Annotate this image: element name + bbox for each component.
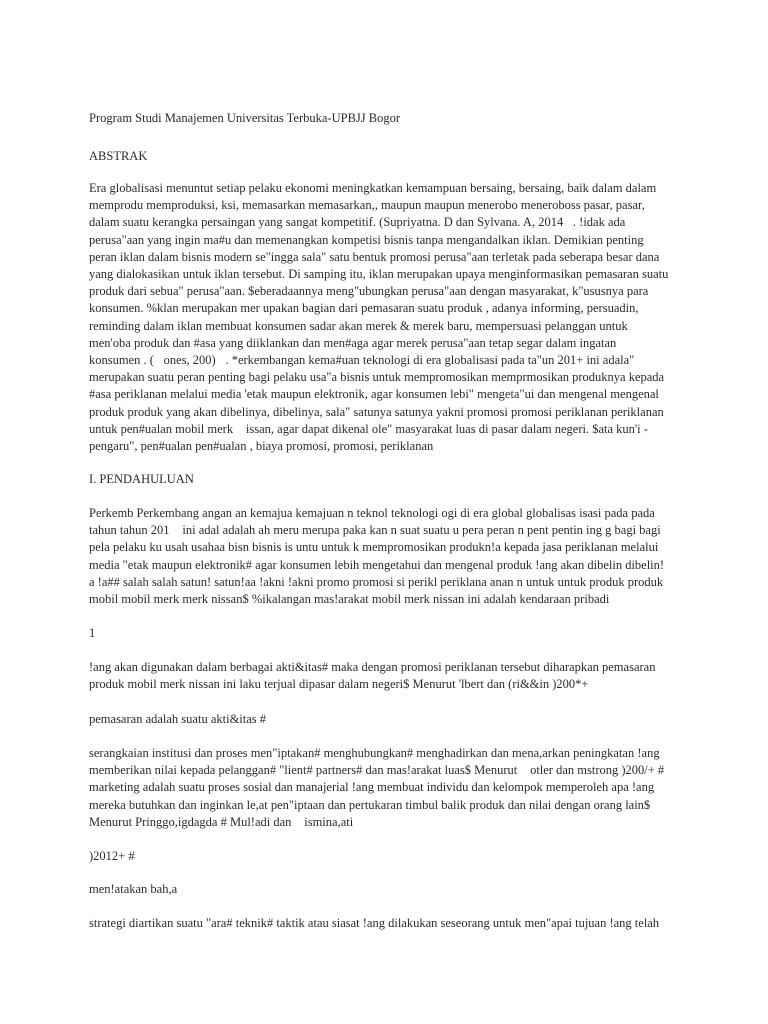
abstract-line: perusa"aan yang ingin ma#u dan memenangkan kompetisi bisnis tanpa mengandalkan iklan. Demikian penting [89, 232, 644, 247]
paragraph-6: men!atakan bah,a [89, 882, 178, 896]
paragraph-line: Menurut Pringgo,igdagda # Mul!adi dan  ismina,ati [89, 814, 354, 829]
abstract-line: pengaru", pen#ualan pen#ualan , biaya promosi, promosi, periklanan [89, 439, 434, 454]
document-header: Program Studi Manajemen Universitas Terbuka-UPBJJ Bogor [89, 111, 401, 125]
abstract-line: merupakan suatu peran penting bagi pelaku usa"a bisnis untuk mempromosikan memprmosikan produknya kepada [89, 370, 665, 385]
abstract-paragraph [89, 180, 679, 455]
intro-line: tahun tahun 201  ini adal adalah ah meru merupa paka kan n suat suatu u pera peran n pent pentin ing g bagi bagi [89, 523, 661, 538]
abstract-line: produk dari sebua" perusa"aan. $eberadaannya meng"ubungkan perusa"aan dengan masyarakat, k"ususnya para [89, 284, 649, 299]
paragraph-2 [89, 659, 679, 693]
paragraph-line: serangkaian institusi dan proses men"iptakan# menghubungkan# menghadirkan dan mena,arkan peningkatan !ang [89, 746, 660, 760]
abstract-line: peran iklan dalam bisnis modern se"ingga sala" satu bentuk promosi perusa"aan terletak pada seberapa besar dana [89, 249, 660, 264]
paragraph-line: produk mobil merk nissan ini laku terjual dipasar dalam negeri$ Menurut 'lbert dan (ri&&in )200*+ [89, 677, 589, 692]
abstract-line: Era globalisasi menuntut setiap pelaku ekonomi meningkatkan kemampuan bersaing, bersaing, baik dalam dalam [89, 181, 657, 195]
section-heading: I. PENDAHULUAN [89, 472, 194, 486]
paragraph-line: !ang akan digunakan dalam berbagai akti&itas# maka dengan promosi periklanan tersebut diharapkan pemasaran [89, 660, 656, 674]
abstract-line: men'oba produk dan #asa yang diiklankan dan men#aga agar merek perusa"aan tetap segar dalam ingatan [89, 335, 617, 350]
paragraph-line: marketing adalah suatu proses sosial dan manajerial !ang membuat individu dan kelompok memperoleh apa !ang [89, 780, 655, 795]
abstract-line: untuk pen#ualan mobil merk  issan, agar dapat dikenal ole" masyarakat luas di pasar dalam negeri. $ata kun'i - [89, 421, 648, 436]
abstract-line: konsumen. %klan merupakan mer upakan bagian dari pemasaran suatu produk , adanya informing, persuadin, [89, 301, 639, 316]
abstract-line: reminding dalam iklan membuat konsumen sadar akan merek & merek baru, mempersuasi pelanggan untuk [89, 318, 628, 333]
abstract-line: yang dialokasikan untuk iklan tersebut. Di samping itu, iklan merupakan upaya menginformasikan pemasaran suatu [89, 267, 669, 282]
abstract-line: memprodu memproduksi, ksi, memasarkan memasarkan,, maupun maupun menerobo meneroboss pasar, pasar, [89, 198, 645, 213]
paragraph-3: pemasaran adalah suatu akti&itas # [89, 712, 267, 726]
intro-line: media "etak maupun elektronik# agar konsumen lebih mengetahui dan mengenal produk !ang akan dibelin dibelin! [89, 557, 665, 572]
abstract-heading: ABSTRAK [89, 149, 148, 163]
paragraph-line: mereka butuhkan dan inginkan le,at pen"iptaan dan pertukaran timbul balik produk dan nilai dengan orang lain$ [89, 797, 651, 812]
paragraph-line: memberikan nilai kepada pelanggan# "lient# partners# dan mas!arakat luas$ Menurut  otler dan mstrong )200/+ # [89, 763, 665, 778]
intro-paragraph [89, 505, 679, 608]
intro-line: Perkemb Perkembang angan an kemajua kemajuan n teknol teknologi ogi di era global globalisas isasi pada pada [89, 506, 655, 520]
paragraph-5: )2012+ # [89, 849, 135, 863]
abstract-line: #asa periklanan melalui media 'etak maupun elektronik, agar konsumen lebi" mengeta"ui dan mengenal mengenal [89, 387, 659, 402]
page-number: 1 [89, 626, 96, 640]
abstract-line: dalam suatu kerangka persaingan yang sangat kompetitif. (Supriyatna. D dan Sylvana. A, 2014 . !idak ada [89, 215, 626, 230]
intro-line: mobil mobil merk merk nissan$ %ikalangan mas!arakat mobil merk nissan ini adalah kendaraan pribadi [89, 592, 610, 607]
abstract-line: produk produk yang akan dibelinya, dibelinya, sala" satunya satunya yakni promosi promosi periklanan periklanan [89, 404, 664, 419]
intro-line: a !a## salah salah satun! satun!aa !akni !akni promo promosi si perikl periklana anan n untuk untuk produk produk [89, 574, 664, 589]
paragraph-7: strategi diartikan suatu "ara# teknik# taktik atau siasat !ang dilakukan seseorang untuk men"apai tujuan !ang telah [89, 916, 660, 930]
paragraph-4 [89, 745, 679, 831]
intro-line: pela pelaku ku usah usahaa bisn bisnis is untu untuk k mempromosikan produkn!a kepada jasa periklanan melalui [89, 540, 659, 555]
abstract-line: konsumen . ( ones, 200) . *erkembangan kema#uan teknologi di era globalisasi pada ta"un 201+ ini adala" [89, 353, 635, 368]
